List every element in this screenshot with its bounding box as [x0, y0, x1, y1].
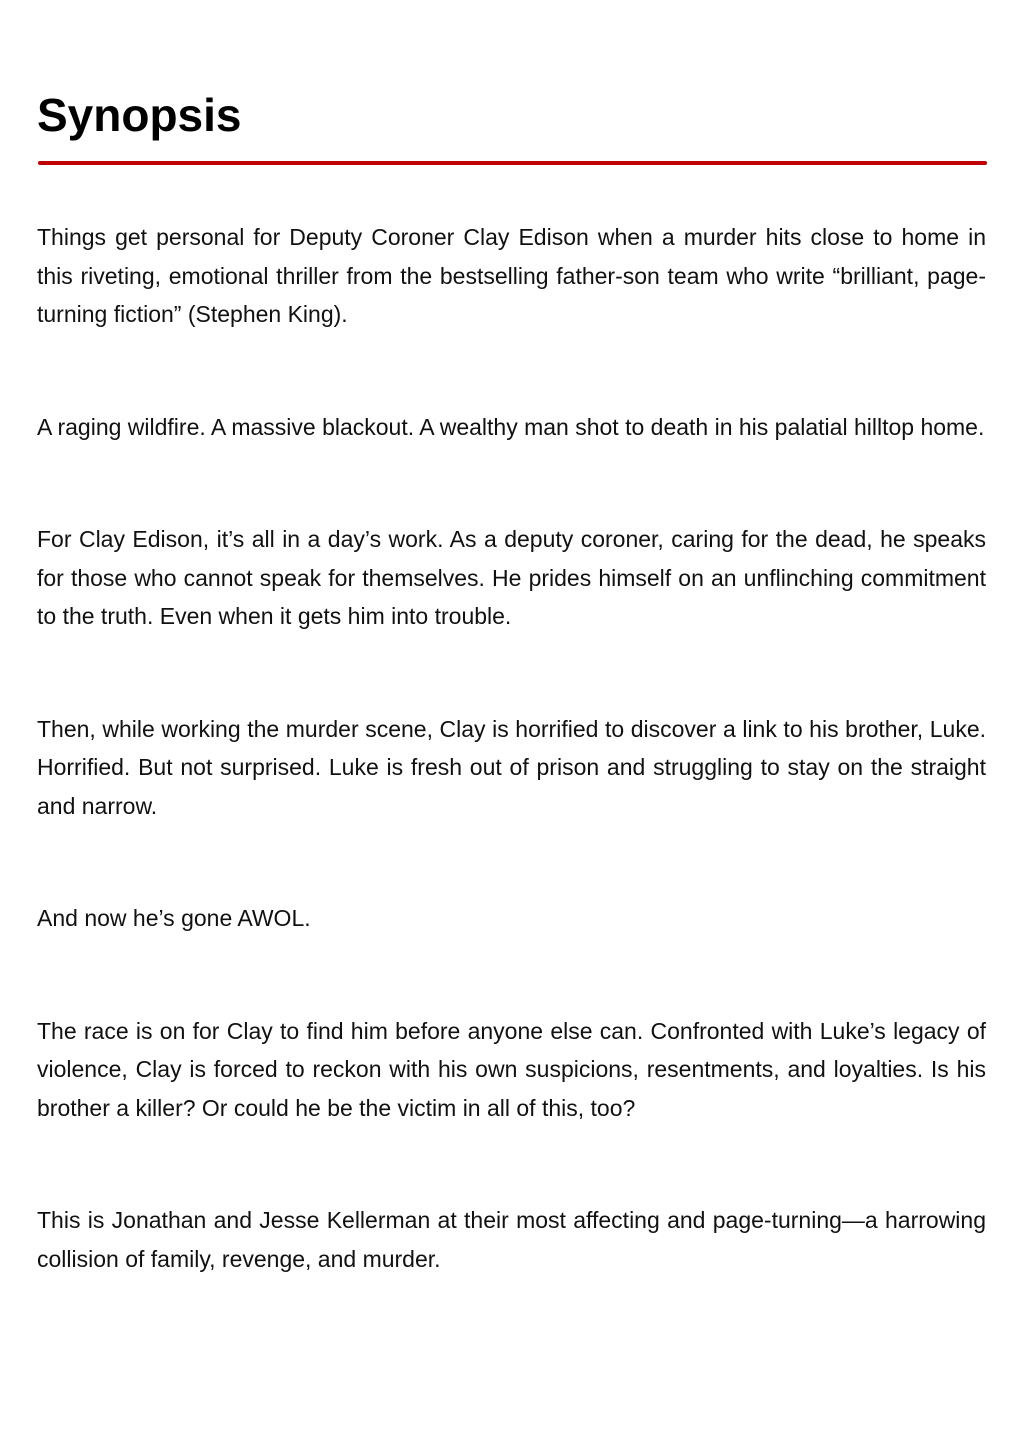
- paragraph-race: The race is on for Clay to find him before anyone else can. Confronted with Luke’s legacy of violence, Clay is forced to reckon with his own suspicions, resentments, and loyalties. Is his brother a killer? Or could he be the victim in all of this, too?: [37, 1017, 986, 1121]
- paragraph-closing: This is Jonathan and Jesse Kellerman at their most affecting and page-turning—a harrowing collision of family, revenge, and murder.: [37, 1207, 986, 1272]
- paragraph-intro: Things get personal for Deputy Coroner Clay Edison when a murder hits close to home in this riveting, emotional thriller from the bestselling father-son team who write “brilliant, page-turning fiction” (Stephen King).: [37, 224, 986, 327]
- paragraph-clay-edison: For Clay Edison, it’s all in a day’s work. As a deputy coroner, caring for the dead, he speaks for those who cannot speak for themselves. He prides himself on an unflinching commitment to the truth. Even when it gets him into trouble.: [37, 526, 986, 629]
- synopsis-body: [37, 218, 986, 1352]
- page-title: Synopsis: [37, 89, 242, 141]
- paragraph-awol: And now he’s gone AWOL.: [37, 905, 311, 931]
- paragraph-wildfire: A raging wildfire. A massive blackout. A wealthy man shot to death in his palatial hilltop home.: [37, 413, 985, 440]
- title-underline: [38, 161, 987, 165]
- paragraph-murder-scene: Then, while working the murder scene, Clay is horrified to discover a link to his brother, Luke. Horrified. But not surprised. Luke is fresh out of prison and struggling to stay on the straight and narrow.: [37, 715, 986, 819]
